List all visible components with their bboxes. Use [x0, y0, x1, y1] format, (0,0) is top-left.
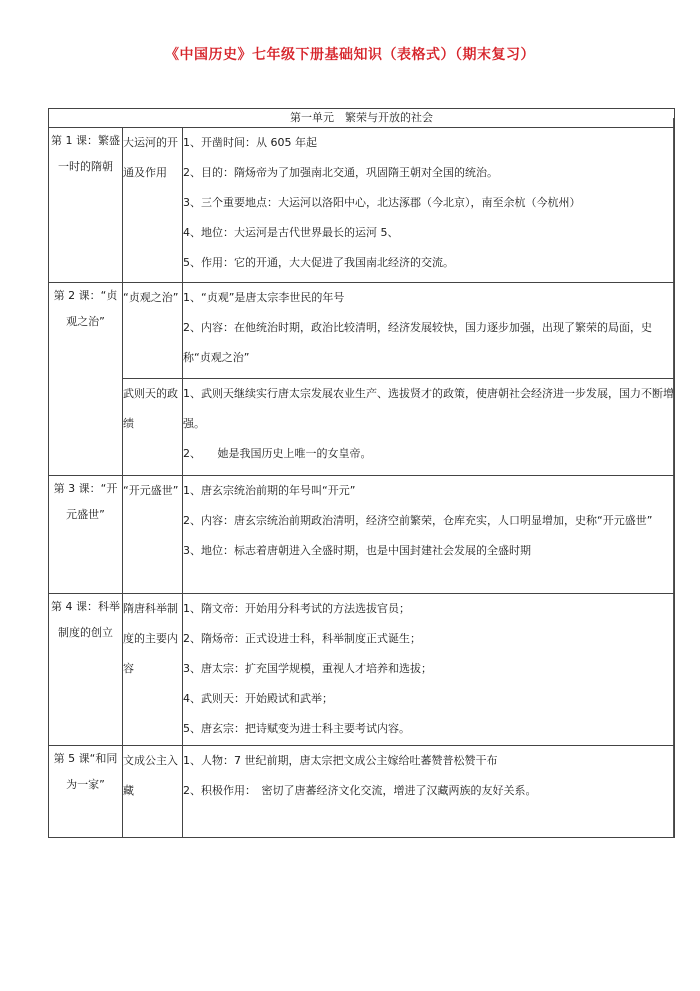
- lesson-cell: 第 4 课：科举制度的创立: [49, 594, 123, 746]
- table-row: [49, 746, 675, 838]
- list-item: 2、目的：隋炀帝为了加强南北交通，巩固隋王朝对全国的统治。: [183, 166, 498, 179]
- table-row: [49, 128, 675, 283]
- list-item: 2、内容：唐玄宗统治前期政治清明，经济空前繁荣，仓库充实，人口明显增加，史称“开元盛世”: [183, 514, 653, 527]
- list-item: 3、三个重要地点：大运河以洛阳中心，北达涿郡（今北京），南至余杭（今杭州）: [183, 196, 581, 209]
- topic-cell: “贞观之治”: [123, 283, 183, 379]
- list-item: 5、作用：它的开通，大大促进了我国南北经济的交流。: [183, 256, 454, 269]
- lesson-cell: 第 5 课“和同为一家”: [49, 746, 123, 838]
- topic-cell: 大运河的开通及作用: [123, 128, 183, 283]
- content-cell: [183, 283, 675, 379]
- list-item: 2、隋炀帝：正式设进士科，科举制度正式诞生；: [183, 632, 421, 645]
- content-cell: [183, 746, 675, 838]
- list-item: 5、唐玄宗：把诗赋变为进士科主要考试内容。: [183, 722, 410, 735]
- topic-cell: 隋唐科举制度的主要内容: [123, 594, 183, 746]
- list-item: 3、唐太宗：扩充国学规模，重视人才培养和选拔；: [183, 662, 432, 675]
- document-title: 《中国历史》七年级下册基础知识（表格式）（期末复习）: [165, 47, 535, 63]
- table-row: [49, 379, 675, 476]
- list-item: 1、武则天继续实行唐太宗发展农业生产、选拔贤才的政策，使唐朝社会经济进一步发展，国力不断增强。: [183, 387, 674, 430]
- list-item: 4、武则天：开始殿试和武举；: [183, 692, 333, 705]
- table-row: [49, 476, 675, 594]
- list-item: 3、地位：标志着唐朝进入全盛时期，也是中国封建社会发展的全盛时期: [183, 544, 531, 557]
- list-item: 1、开凿时间：从 605 年起: [183, 136, 317, 149]
- lesson-cell: 第 1 课：繁盛一时的隋朝: [49, 128, 123, 283]
- content-cell: [183, 594, 675, 746]
- list-item: 2、 她是我国历史上唯一的女皇帝。: [183, 447, 372, 460]
- list-item: 2、积极作用： 密切了唐蕃经济文化交流，增进了汉藏两族的友好关系。: [183, 784, 537, 797]
- lesson-cell: 第 3 课：“开元盛世”: [49, 476, 123, 594]
- topic-cell: “开元盛世”: [123, 476, 183, 594]
- topic-cell: 文成公主入藏: [123, 746, 183, 838]
- topic-cell: 武则天的政绩: [123, 379, 183, 476]
- table-row: [49, 283, 675, 379]
- lesson-cell: 第 2 课：“贞观之治”: [49, 283, 123, 476]
- table-header-row: [49, 109, 675, 128]
- list-item: 1、隋文帝：开始用分科考试的方法选拔官员；: [183, 602, 410, 615]
- list-item: 1、唐玄宗统治前期的年号叫“开元”: [183, 484, 356, 497]
- table-row: [49, 594, 675, 746]
- list-item: 1、人物：7 世纪前期，唐太宗把文成公主嫁给吐蕃赞普松赞干布: [183, 754, 498, 767]
- content-cell: [183, 128, 675, 283]
- content-cell: [183, 476, 675, 594]
- unit-header: 第一单元 繁荣与开放的社会: [49, 109, 675, 128]
- content-cell: [183, 379, 675, 476]
- knowledge-table: [48, 108, 675, 838]
- list-item: 2、内容：在他统治时期，政治比较清明，经济发展较快，国力逐步加强，出现了繁荣的局面，史称“贞观之治”: [183, 321, 652, 364]
- list-item: 4、地位：大运河是古代世界最长的运河 5、: [183, 226, 399, 239]
- list-item: 1、“贞观”是唐太宗李世民的年号: [183, 291, 345, 304]
